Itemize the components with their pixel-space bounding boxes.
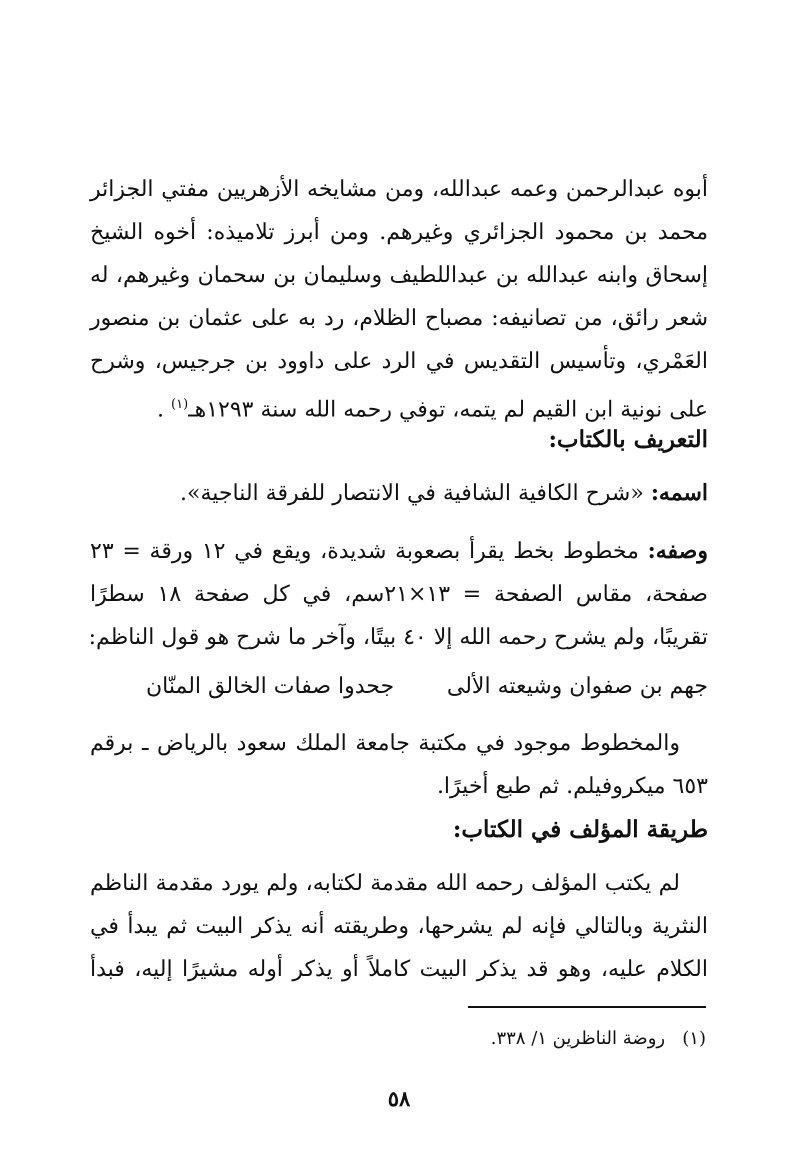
bio-last-line (90, 383, 708, 426)
bio-line: العَمْري، وتأسيس التقديس في الرد على داوود بن جرجيس، وشرح (90, 349, 708, 374)
footnote-text: روضة الناظرين ١/ ٣٣٨. (490, 1028, 666, 1049)
book-name-line (90, 472, 708, 515)
biography-paragraph (90, 168, 708, 426)
method-line: النثرية وبالتالي فإنه لم يشرحها، وطريقته أنه يذكر البيت ثم يبدأ في (90, 914, 708, 939)
footnote-divider (468, 1006, 706, 1008)
desc-first-text: مخطوط بخط يقرأ بصعوبة شديدة، ويقع في ١٢ ورقة = ٢٣ (90, 539, 639, 564)
desc-first-line (90, 530, 708, 573)
name-text: «شرح الكافية الشافية في الانتصار للفرقة الناجية». (180, 481, 644, 506)
method-line: لم يكتب المؤلف رحمه الله مقدمة لكتابه، ولم يورد مقدمة الناظم (90, 871, 680, 896)
section-heading-book-definition: التعريف بالكتاب: (548, 426, 708, 453)
ms-line: والمخطوط موجود في مكتبة جامعة الملك سعود بالرياض ـ برقم (90, 731, 680, 756)
verse-first-hemistich: جهم بن صفوان وشيعته الألى (446, 674, 708, 699)
footnote (491, 1028, 706, 1049)
name-label: اسمه: (650, 480, 708, 506)
method-line: الكلام عليه، وهو قد يذكر البيت كاملاً أو يذكر أوله مشيرًا إليه، فبدأ (90, 957, 708, 982)
desc-line: تقريبًا، ولم يشرح رحمه الله إلا ٤٠ بيتًا، وآخر ما شرح هو قول الناظم: (88, 625, 708, 650)
bio-line: شعر رائق، من تصانيفه: مصباح الظلام، رد به على عثمان بن منصور (90, 306, 708, 331)
desc-label: وصفه: (647, 538, 708, 564)
description-paragraph (90, 530, 708, 659)
footnote-marker: (١) (682, 1028, 706, 1049)
footnote-reference: (١) (171, 397, 189, 412)
page-number: ٥٨ (387, 1086, 411, 1111)
manuscript-paragraph (90, 722, 708, 808)
bio-line: إسحاق وابنه عبدالله بن عبداللطيف وسليمان بن سحمان وغيرهم، له (90, 263, 708, 288)
bio-line: محمد بن محمود الجزائري وغيرهم. ومن أبرز تلاميذه: أخوه الشيخ (90, 220, 708, 245)
bio-line: أبوه عبدالرحمن وعمه عبدالله، ومن مشايخه الأزهريين مفتي الجزائر (90, 177, 708, 202)
end-mark: . (157, 397, 165, 423)
desc-line: صفحة، مقاس الصفحة = ١٣×٢١سم، في كل صفحة ١٨ سطرًا (90, 582, 708, 607)
verse-second-hemistich: جحدوا صفات الخالق المنّان (146, 674, 395, 699)
poem-verse (90, 674, 708, 699)
bio-line: على نونية ابن القيم لم يتمه، توفي رحمه الله سنة ١٢٩٣هـ (188, 397, 708, 423)
ms-line: ٦٥٣ ميكروفيلم. ثم طبع أخيرًا. (436, 774, 708, 799)
method-paragraph (90, 862, 708, 991)
section-heading-author-method: طريقة المؤلف في الكتاب: (452, 816, 708, 843)
book-name-paragraph (90, 472, 708, 515)
